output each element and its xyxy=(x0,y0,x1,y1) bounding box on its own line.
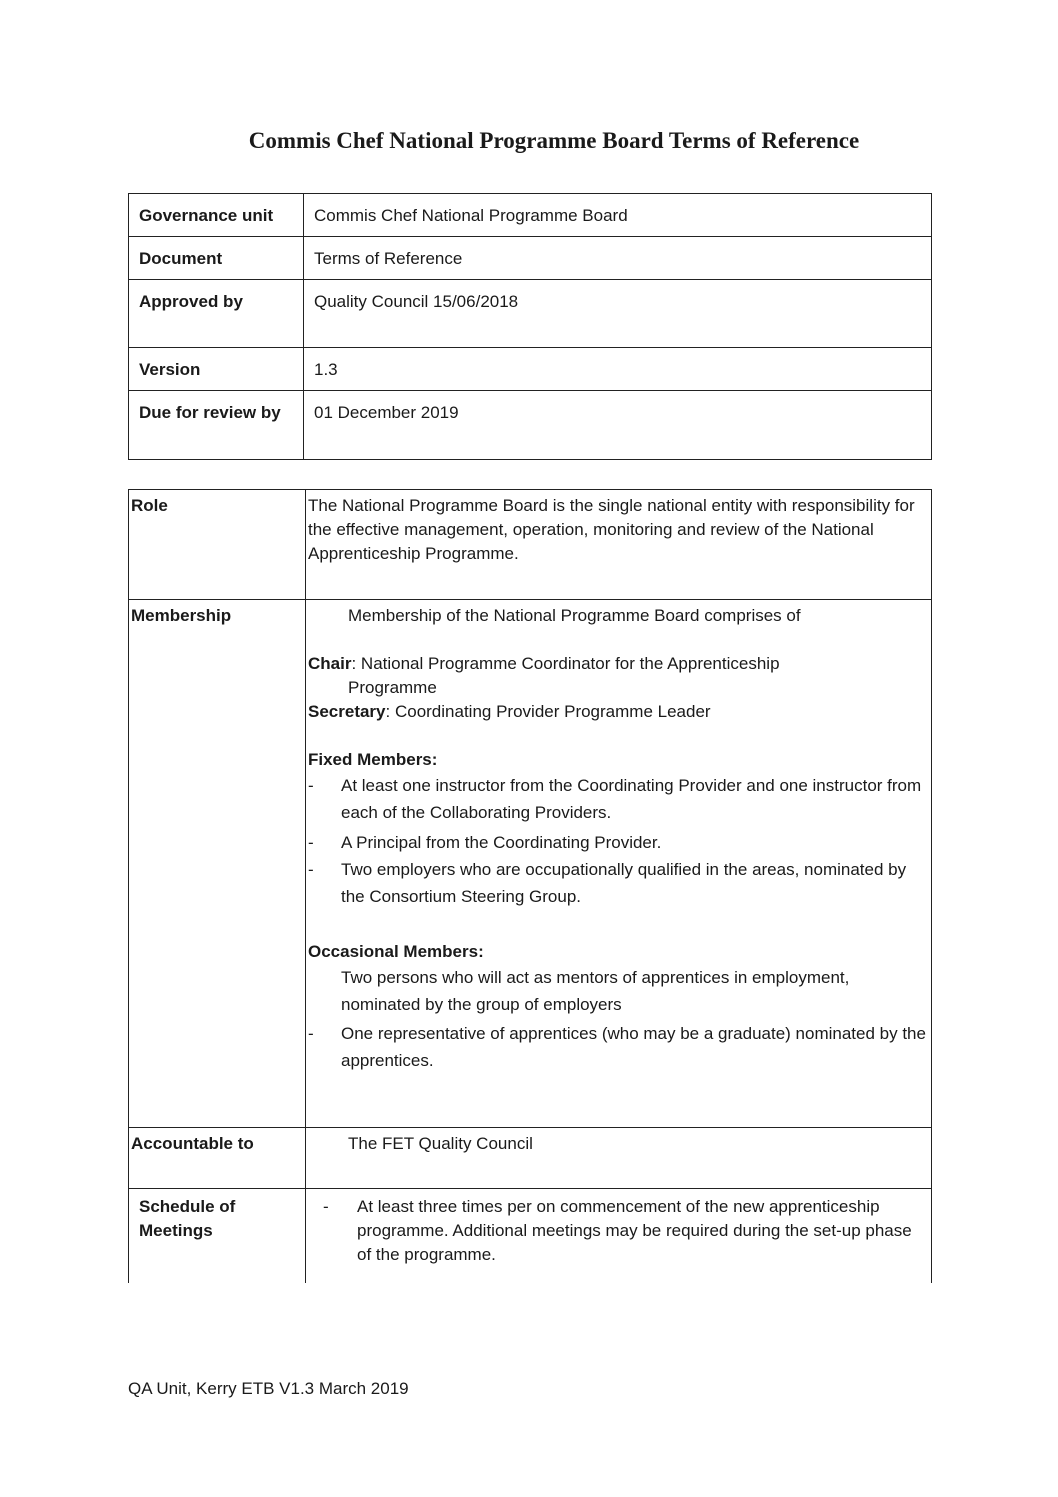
chair-text: : National Programme Coordinator for the Apprenticeship xyxy=(351,654,780,673)
metadata-key: Approved by xyxy=(129,280,304,348)
list-item: - At least three times per on commencement of the new apprenticeship programme. Additional meetings may be required during the set-up phase of the programme. xyxy=(308,1193,929,1267)
table-row xyxy=(129,490,932,600)
accountable-cell xyxy=(306,1128,932,1189)
table-row xyxy=(129,1128,932,1189)
chair-label: Chair xyxy=(308,654,352,673)
terms-table xyxy=(128,489,932,1283)
occasional-members-heading: Occasional Members: xyxy=(308,942,484,961)
table-row xyxy=(129,280,932,348)
metadata-value: Quality Council 15/06/2018 xyxy=(304,280,932,348)
membership-key: Membership xyxy=(129,600,306,1128)
role-text: The National Programme Board is the single national entity with responsibility for the effective management, operation, monitoring and review of the National Apprenticeship Programme. xyxy=(306,490,932,600)
schedule-key: Schedule of Meetings xyxy=(129,1189,306,1283)
fixed-member-text: At least one instructor from the Coordinating Provider and one instructor from each of the Collaborating Providers. xyxy=(341,776,922,822)
list-item: - Two employers who are occupationally qualified in the areas, nominated by the Consortium Steering Group. xyxy=(308,856,929,910)
secretary-label: Secretary xyxy=(308,702,386,721)
document-metadata-table xyxy=(128,193,932,460)
table-row xyxy=(129,194,932,237)
metadata-value: 1.3 xyxy=(304,348,932,391)
occasional-member-text: One representative of apprentices (who may be a graduate) nominated by the apprentices. xyxy=(341,1024,926,1070)
schedule-text: At least three times per on commencement of the new apprenticeship programme. Additional meetings may be required during the set-up phase of the programme. xyxy=(357,1197,912,1264)
fixed-members-heading: Fixed Members: xyxy=(308,750,438,769)
secretary-text: : Coordinating Provider Programme Leader xyxy=(385,702,711,721)
list-item xyxy=(308,964,929,1018)
metadata-key: Due for review by xyxy=(129,391,304,460)
chair-continuation: Programme xyxy=(348,678,437,697)
metadata-value: 01 December 2019 xyxy=(304,391,932,460)
metadata-key: Version xyxy=(129,348,304,391)
list-item: - One representative of apprentices (who may be a graduate) nominated by the apprentices. xyxy=(308,1020,929,1074)
table-row xyxy=(129,237,932,280)
page-footer: QA Unit, Kerry ETB V1.3 March 2019 xyxy=(128,1379,409,1398)
metadata-value: Commis Chef National Programme Board xyxy=(304,194,932,237)
metadata-value: Terms of Reference xyxy=(304,237,932,280)
chair-line xyxy=(308,652,929,676)
membership-intro: Membership of the National Programme Board comprises of xyxy=(348,606,801,625)
table-row xyxy=(129,391,932,460)
accountable-value: The FET Quality Council xyxy=(348,1134,533,1153)
metadata-key: Document xyxy=(129,237,304,280)
fixed-member-text: Two employers who are occupationally qualified in the areas, nominated by the Consortium Steering Group. xyxy=(341,860,907,906)
list-item: - At least one instructor from the Coordinating Provider and one instructor from each of the Collaborating Providers. xyxy=(308,772,929,826)
accountable-key: Accountable to xyxy=(129,1128,306,1189)
list-item: - A Principal from the Coordinating Provider. xyxy=(308,829,929,856)
membership-cell xyxy=(306,600,932,1128)
table-row xyxy=(129,600,932,1128)
page-title: Commis Chef National Programme Board Terms of Reference xyxy=(248,128,860,153)
table-row xyxy=(129,1189,932,1283)
occasional-member-text: Two persons who will act as mentors of apprentices in employment, nominated by the group of employers xyxy=(341,968,850,1014)
fixed-member-text: A Principal from the Coordinating Provider. xyxy=(341,833,662,852)
schedule-cell xyxy=(306,1189,932,1283)
metadata-key: Governance unit xyxy=(129,194,304,237)
table-row xyxy=(129,348,932,391)
secretary-line xyxy=(308,700,929,724)
role-key: Role xyxy=(129,490,306,600)
